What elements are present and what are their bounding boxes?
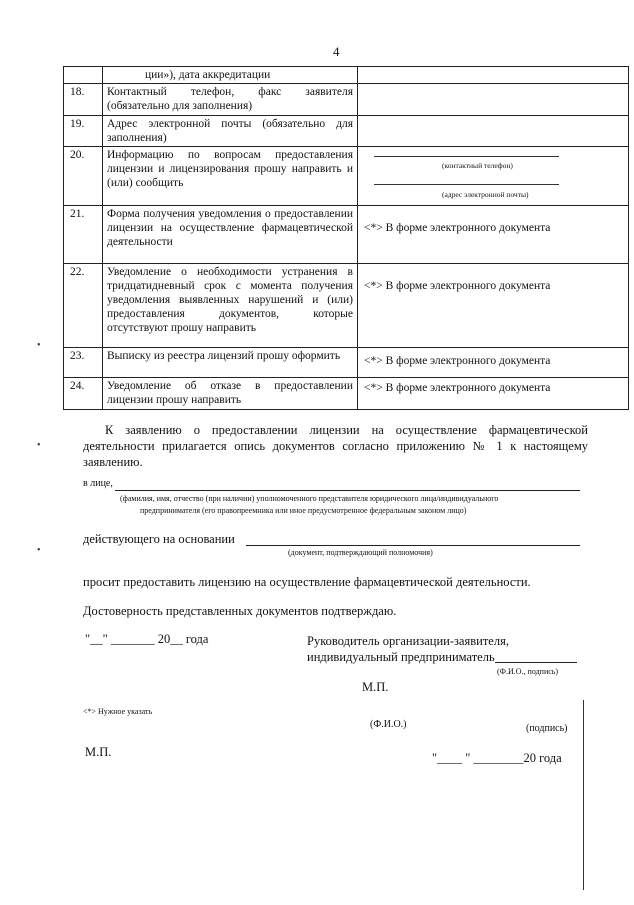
represented-by-caption-1: (фамилия, имя, отчество (при наличии) уполномоченного представителя юридического лица/индивидуального — [120, 494, 499, 503]
email-line — [374, 184, 559, 185]
basis-label: действующего на основании — [83, 532, 235, 546]
row-label: Форма получения уведомления о предоставлении лицензии на осуществление фармацевтической деятельности — [103, 206, 358, 264]
bottom-date: "____ " ________20 года — [432, 751, 562, 765]
represented-by-label: в лице, — [83, 478, 113, 489]
row-value — [358, 84, 629, 116]
attachment-text: К заявлению о предоставлении лицензии на осуществление фармацевтической деятельности прилагается опись документов согласно приложению № 1 к настоящему заявлению. — [83, 423, 588, 469]
table-row — [64, 84, 629, 116]
row-value — [358, 116, 629, 147]
basis-caption: (документ, подтверждающий полномочия) — [288, 548, 433, 557]
row-label: ции»), дата аккредитации — [103, 67, 358, 84]
confirm-text: Достоверность представленных документов подтверждаю. — [83, 604, 397, 618]
footnote: <*> Нужное указать — [83, 707, 153, 716]
row-value: <*> В форме электронного документа — [358, 264, 629, 348]
table-row — [64, 206, 629, 264]
row-value: <*> В форме электронного документа — [358, 348, 629, 378]
scan-mark: • — [37, 340, 41, 351]
signer-caption: (Ф.И.О., подпись) — [497, 667, 559, 676]
row-label: Адрес электронной почты (обязательно для заполнения) — [103, 116, 358, 147]
contact-phone-line — [374, 156, 559, 157]
bottom-stamp: М.П. — [85, 745, 112, 759]
row-value — [358, 67, 629, 84]
scan-mark: • — [37, 545, 41, 556]
table-row — [64, 348, 629, 378]
request-text: просит предоставить лицензию на осуществление фармацевтической деятельности. — [83, 575, 531, 589]
signer-line-1: Руководитель организации-заявителя, — [307, 634, 509, 648]
page-number: 4 — [333, 44, 340, 59]
row-number: 18. — [64, 84, 103, 116]
table-row — [64, 67, 629, 84]
row-label: Уведомление о необходимости устранения в тридцатидневный срок с момента получения уведомления выявленных нарушений и (или) предоставления документов, которые отсутствуют прошу направить — [103, 264, 358, 348]
signer-stamp: М.П. — [362, 680, 389, 694]
row-number: 20. — [64, 147, 103, 206]
row-label: Уведомление об отказе в предоставлении лицензии прошу направить — [103, 378, 358, 410]
represented-by-caption-2: предпринимателя (его правопреемника или иное предусмотренное федеральным законом лицо) — [140, 506, 467, 515]
contact-phone-caption: (контактный телефон) — [442, 161, 513, 170]
row-number: 24. — [64, 378, 103, 410]
table-row — [64, 116, 629, 147]
table-row — [64, 378, 629, 410]
row-number — [64, 67, 103, 84]
margin-rule — [583, 700, 584, 890]
attachment-paragraph — [83, 422, 588, 470]
row-number: 21. — [64, 206, 103, 264]
email-caption: (адрес электронной почты) — [442, 190, 529, 199]
row-label: Контактный телефон, факс заявителя (обязательно для заполнения) — [103, 84, 358, 116]
contact-fields — [358, 147, 629, 206]
row-value: <*> В форме электронного документа — [358, 378, 629, 410]
represented-by-line — [115, 490, 580, 491]
signer-line-2: индивидуальный предприниматель — [307, 650, 495, 664]
row-number: 19. — [64, 116, 103, 147]
signing-date: "__" _______ 20__ года — [85, 632, 209, 646]
row-label: Информацию по вопросам предоставления лицензии и лицензирования прошу направить и (или) сообщить — [103, 147, 358, 206]
row-number: 23. — [64, 348, 103, 378]
bottom-signature-caption: (подпись) — [526, 723, 568, 734]
row-value: <*> В форме электронного документа — [358, 206, 629, 264]
bottom-fio-caption: (Ф.И.О.) — [370, 719, 407, 730]
signer-signature-line — [495, 662, 577, 663]
table-row — [64, 264, 629, 348]
scan-mark: • — [37, 440, 41, 451]
row-number: 22. — [64, 264, 103, 348]
row-label: Выписку из реестра лицензий прошу оформить — [103, 348, 358, 378]
table-row — [64, 147, 629, 206]
application-form-table — [63, 66, 629, 410]
basis-line — [246, 545, 580, 546]
